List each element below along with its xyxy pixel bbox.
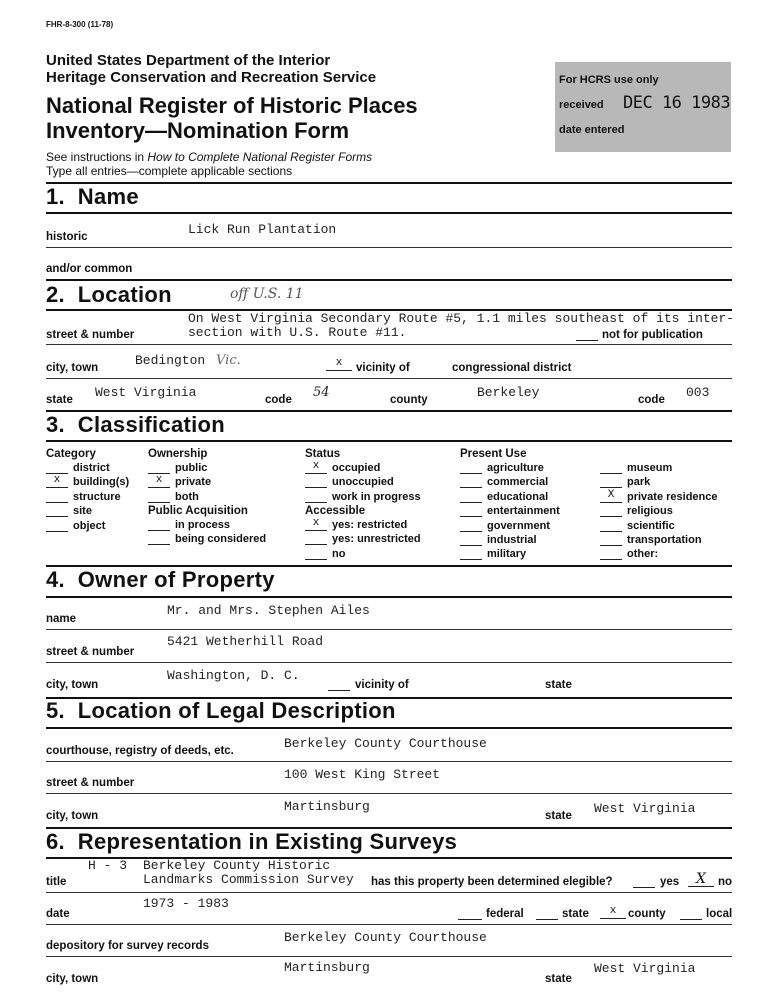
owner-city-value: Washington, D. C. [167, 668, 300, 683]
use-a-checkbox-1[interactable] [460, 475, 482, 488]
legal-state-value: West Virginia [594, 801, 696, 816]
present-use-column-header: Present Use [460, 448, 527, 460]
section-3-bottom-rule [46, 440, 732, 442]
acquisition-checkbox-1[interactable] [148, 532, 170, 545]
county-value: Berkeley [477, 385, 540, 400]
use-a-option-label-1: commercial [487, 476, 549, 489]
historic-rule [46, 247, 732, 248]
accessible-checkbox-2[interactable] [305, 547, 327, 560]
section-5-bottom-rule [46, 727, 732, 729]
use-b-option-label-2: private residence [627, 490, 718, 503]
state-survey-label: state [562, 908, 589, 920]
acquisition-option-label-1: being considered [175, 533, 267, 546]
use-b-option-label-0: museum [627, 462, 673, 474]
county-label: county [390, 394, 428, 406]
use-a-option-label-2: educational [487, 490, 549, 503]
legal-city-label: city, town [46, 810, 99, 822]
form-code: FHR-8-300 (11-78) [46, 20, 114, 29]
ownership-option-label-1: private [175, 476, 212, 489]
section-2-top-rule [46, 279, 732, 281]
city-value: Bedington [135, 353, 206, 368]
use-b-checkbox-1[interactable] [600, 475, 622, 488]
section-4-heading: 4. Owner of Property [46, 567, 275, 592]
city-town-label: city, town [46, 362, 99, 374]
hcrs-entered-label: date entered [559, 124, 625, 136]
street-rule [46, 344, 732, 345]
category-option-label-1: building(s) [73, 476, 130, 489]
status-checkbox-1[interactable] [305, 475, 327, 488]
category-checkbox-1[interactable]: x [46, 475, 68, 488]
survey-date-value: 1973 - 1983 [143, 896, 229, 911]
state-value: West Virginia [95, 385, 197, 400]
section-1-heading: 1. Name [46, 184, 139, 209]
category-option-label-2: structure [73, 490, 121, 503]
survey-state-label: state [545, 973, 572, 985]
historic-name-value: Lick Run Plantation [188, 222, 337, 237]
use-a-checkbox-3[interactable] [460, 504, 482, 517]
vicinity-label: vicinity of [356, 362, 410, 374]
use-a-option-label-4: government [487, 519, 550, 532]
legal-city-value: Martinsburg [284, 799, 370, 814]
courthouse-value: Berkeley County Courthouse [284, 736, 487, 751]
owner-name-rule [46, 629, 732, 630]
not-for-publication-label: not for publication [602, 329, 703, 341]
historic-label: historic [46, 231, 88, 243]
use-a-option-label-0: agriculture [487, 462, 544, 474]
courthouse-label: courthouse, registry of deeds, etc. [46, 745, 234, 757]
accessible-checkbox-1[interactable] [305, 532, 327, 545]
acquisition-option-label-0: in process [175, 519, 231, 531]
survey-state-value: West Virginia [594, 961, 696, 976]
vicinity-checkbox[interactable]: x [326, 358, 352, 371]
owner-street-value: 5421 Wetherhill Road [167, 634, 324, 649]
status-checkbox-2[interactable] [305, 490, 327, 503]
section-2-heading: 2. Location [46, 282, 172, 307]
survey-date-label: date [46, 908, 70, 920]
owner-vicinity-blank [328, 690, 350, 691]
status-checkbox-0[interactable]: x [305, 461, 327, 474]
category-option-label-0: district [73, 462, 110, 474]
public-acquisition-header: Public Acquisition [148, 505, 248, 517]
accessible-checkbox-0[interactable]: x [305, 518, 327, 531]
category-checkbox-4[interactable] [46, 519, 68, 532]
use-b-checkbox-4[interactable] [600, 519, 622, 532]
congressional-district-label: congressional district [452, 362, 572, 374]
depository-label: depository for survey records [46, 940, 209, 952]
category-checkbox-2[interactable] [46, 490, 68, 503]
owner-vicinity-label: vicinity of [355, 679, 409, 691]
instructions-prefix: See instructions in [46, 150, 148, 164]
accessible-header: Accessible [305, 505, 366, 517]
use-b-option-label-1: park [627, 476, 651, 489]
use-a-option-label-5: industrial [487, 534, 537, 546]
city-rule [46, 378, 732, 379]
owner-name-value: Mr. and Mrs. Stephen Ailes [167, 603, 370, 618]
status-column-header: Status [305, 448, 341, 460]
use-b-option-label-6: other: [627, 548, 659, 561]
county-survey-label: county [628, 908, 666, 920]
street-value-line-1: On West Virginia Secondary Route #5, 1.1 miles southeast of its inter- [188, 311, 735, 326]
survey-title-rule [46, 892, 732, 893]
section-6-heading: 6. Representation in Existing Surveys [46, 829, 458, 854]
status-option-label-1: unoccupied [332, 476, 394, 489]
header-department: United States Department of the Interior [46, 52, 331, 69]
owner-street-label: street & number [46, 646, 135, 658]
eligible-yes-blank[interactable] [633, 887, 655, 888]
determined-eligible-label: has this property been determined elegible? [371, 876, 613, 888]
depository-value: Berkeley County Courthouse [284, 930, 487, 945]
survey-title-label: title [46, 876, 67, 888]
ownership-checkbox-0[interactable] [148, 461, 170, 474]
status-option-label-0: occupied [332, 462, 381, 474]
acquisition-checkbox-0[interactable] [148, 518, 170, 531]
use-b-checkbox-5[interactable] [600, 533, 622, 546]
instructions-line-1 [46, 150, 372, 164]
legal-street-rule [46, 793, 732, 794]
ownership-checkbox-2[interactable] [148, 490, 170, 503]
category-option-label-3: site [73, 505, 92, 518]
use-a-checkbox-6[interactable] [460, 547, 482, 560]
use-a-checkbox-4[interactable] [460, 519, 482, 532]
use-a-option-label-6: military [487, 548, 527, 561]
ownership-option-label-2: both [175, 490, 199, 503]
use-b-checkbox-6[interactable] [600, 547, 622, 560]
use-b-checkbox-3[interactable] [600, 504, 622, 517]
owner-state-label: state [545, 679, 572, 691]
survey-code-value: H - 3 [88, 858, 128, 873]
section-1-bottom-rule [46, 212, 732, 214]
hcrs-received-label: received [559, 99, 604, 111]
county-code-label: code [638, 394, 665, 406]
section-5-heading: 5. Location of Legal Description [46, 698, 396, 723]
use-b-option-label-3: religious [627, 505, 673, 518]
state-label: state [46, 394, 73, 406]
section-1-top-rule [46, 182, 732, 184]
form-title-line-1: National Register of Historic Places [46, 93, 418, 118]
eligible-no-label: no [718, 876, 733, 888]
ownership-column-header: Ownership [148, 448, 208, 460]
form-title-line-2: Inventory—Nomination Form [46, 118, 350, 143]
owner-city-label: city, town [46, 679, 99, 691]
hcrs-received-stamp: DEC 16 1983 [623, 93, 731, 113]
state-survey-blank[interactable] [536, 919, 558, 920]
use-b-option-label-4: scientific [627, 519, 675, 532]
survey-city-value: Martinsburg [284, 960, 370, 975]
common-name-label: and/or common [46, 263, 133, 275]
use-b-checkbox-2[interactable]: X [600, 490, 622, 503]
survey-title-line-2: Landmarks Commission Survey [143, 872, 354, 887]
instructions-line-2: Type all entries—complete applicable sections [46, 164, 293, 178]
survey-city-label: city, town [46, 973, 99, 985]
location-handwritten-note: off U.S. 11 [230, 286, 304, 302]
ownership-option-label-0: public [175, 462, 208, 474]
federal-blank[interactable] [458, 919, 482, 920]
accessible-option-label-2: no [332, 547, 346, 560]
state-code-value: 54 [313, 385, 330, 400]
eligible-yes-label: yes [660, 876, 680, 888]
category-option-label-4: object [73, 519, 106, 532]
accessible-option-label-1: yes: unrestricted [332, 533, 421, 546]
local-survey-label: local [706, 908, 733, 920]
use-b-checkbox-0[interactable] [600, 461, 622, 474]
ownership-checkbox-1[interactable]: x [148, 475, 170, 488]
header-service: Heritage Conservation and Recreation Service [46, 69, 377, 86]
section-4-bottom-rule [46, 596, 732, 598]
not-for-publication-blank [576, 340, 598, 341]
legal-street-value: 100 West King Street [284, 767, 441, 782]
courthouse-rule [46, 761, 732, 762]
eligible-no-checkbox[interactable]: X [688, 874, 714, 887]
instructions-booklet: How to Complete National Register Forms [147, 150, 373, 164]
legal-state-label: state [545, 810, 572, 822]
hcrs-use-box [555, 62, 731, 152]
status-option-label-2: work in progress [332, 490, 421, 503]
street-value-line-2: section with U.S. Route #11. [188, 325, 407, 340]
category-checkbox-0[interactable] [46, 461, 68, 474]
federal-label: federal [486, 908, 524, 920]
accessible-option-label-0: yes: restricted [332, 519, 408, 531]
county-survey-checkbox[interactable]: x [600, 906, 626, 919]
use-a-checkbox-0[interactable] [460, 461, 482, 474]
local-survey-blank[interactable] [680, 919, 702, 920]
street-number-label: street & number [46, 329, 135, 341]
use-a-checkbox-5[interactable] [460, 533, 482, 546]
county-code-value: 003 [686, 385, 710, 400]
depository-rule [46, 956, 732, 957]
owner-street-rule [46, 662, 732, 663]
category-checkbox-3[interactable] [46, 504, 68, 517]
hcrs-use-label: For HCRS use only [559, 74, 659, 86]
owner-name-label: name [46, 613, 77, 625]
survey-date-rule [46, 924, 732, 925]
section-3-heading: 3. Classification [46, 412, 226, 437]
use-a-option-label-3: entertainment [487, 505, 560, 518]
city-handwritten-note: Vic. [216, 353, 241, 368]
use-b-option-label-5: transportation [627, 534, 702, 546]
use-a-checkbox-2[interactable] [460, 490, 482, 503]
state-code-label: code [265, 394, 292, 406]
survey-title-line-1: Berkeley County Historic [143, 858, 331, 873]
category-column-header: Category [46, 448, 96, 460]
legal-street-label: street & number [46, 777, 135, 789]
